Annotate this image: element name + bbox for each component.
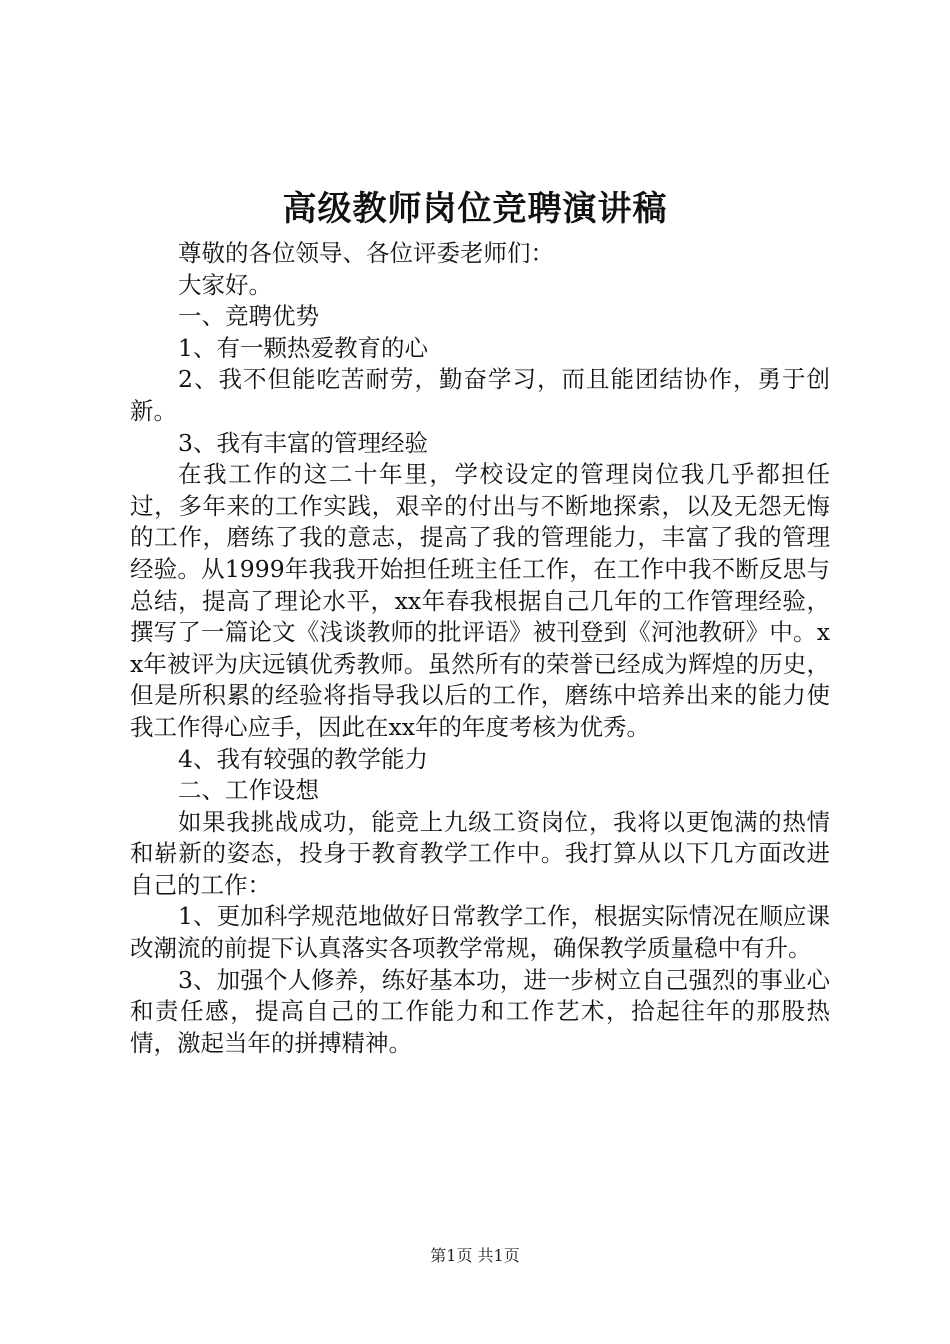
advantage-item-2: 2、我不但能吃苦耐劳，勤奋学习，而且能团结协作，勇于创新。 — [130, 365, 830, 425]
page-footer: 第1页 共1页 — [430, 1246, 520, 1265]
plan-item-1: 1、更加科学规范地做好日常教学工作，根据实际情况在顺应课改潮流的前提下认真落实各项教学常规，确保教学质量稳中有升。 — [130, 902, 830, 963]
plan-item-3: 3、加强个人修养，练好基本功，进一步树立自己强烈的事业心和责任感，提高自己的工作能力和工作艺术，拾起往年的那股热情，激起当年的拼搏精神。 — [130, 965, 830, 1057]
document-title: 高级教师岗位竞聘演讲稿 — [282, 189, 668, 229]
advantage-item-3: 3、我有丰富的管理经验 — [178, 428, 428, 457]
section-heading-advantages: 一、竞聘优势 — [178, 302, 319, 331]
plans-intro-paragraph: 如果我挑战成功，能竞上九级工资岗位，我将以更饱满的热情和崭新的姿态，投身于教育教学工作中。我打算从以下几方面改进自己的工作： — [130, 807, 830, 899]
greeting: 大家好。 — [178, 270, 272, 299]
experience-paragraph: 在我工作的这二十年里，学校设定的管理岗位我几乎都担任过，多年来的工作实践，艰辛的付出与不断地探索，以及无怨无悔的工作，磨练了我的意志，提高了我的管理能力，丰富了我的管理经验。从1999年我我开始担任班主任工作，在工作中我不断反思与总结，提高了理论水平，xx年春我根据自己几年的工作管理经验，撰写了一篇论文《浅谈教师的批评语》被刊登到《河池教研》中。xx年被评为庆远镇优秀教师。虽然所有的荣誉已经成为辉煌的历史，但是所积累的经验将指导我以后的工作，磨练中培养出来的能力使我工作得心应手，因此在xx年的年度考核为优秀。 — [130, 460, 830, 741]
document-body — [130, 238, 830, 1059]
salutation: 尊敬的各位领导、各位评委老师们： — [178, 239, 554, 267]
advantage-item-4: 4、我有较强的教学能力 — [178, 744, 428, 773]
advantage-item-1: 1、有一颗热爱教育的心 — [178, 333, 428, 362]
section-heading-plans: 二、工作设想 — [178, 776, 319, 805]
